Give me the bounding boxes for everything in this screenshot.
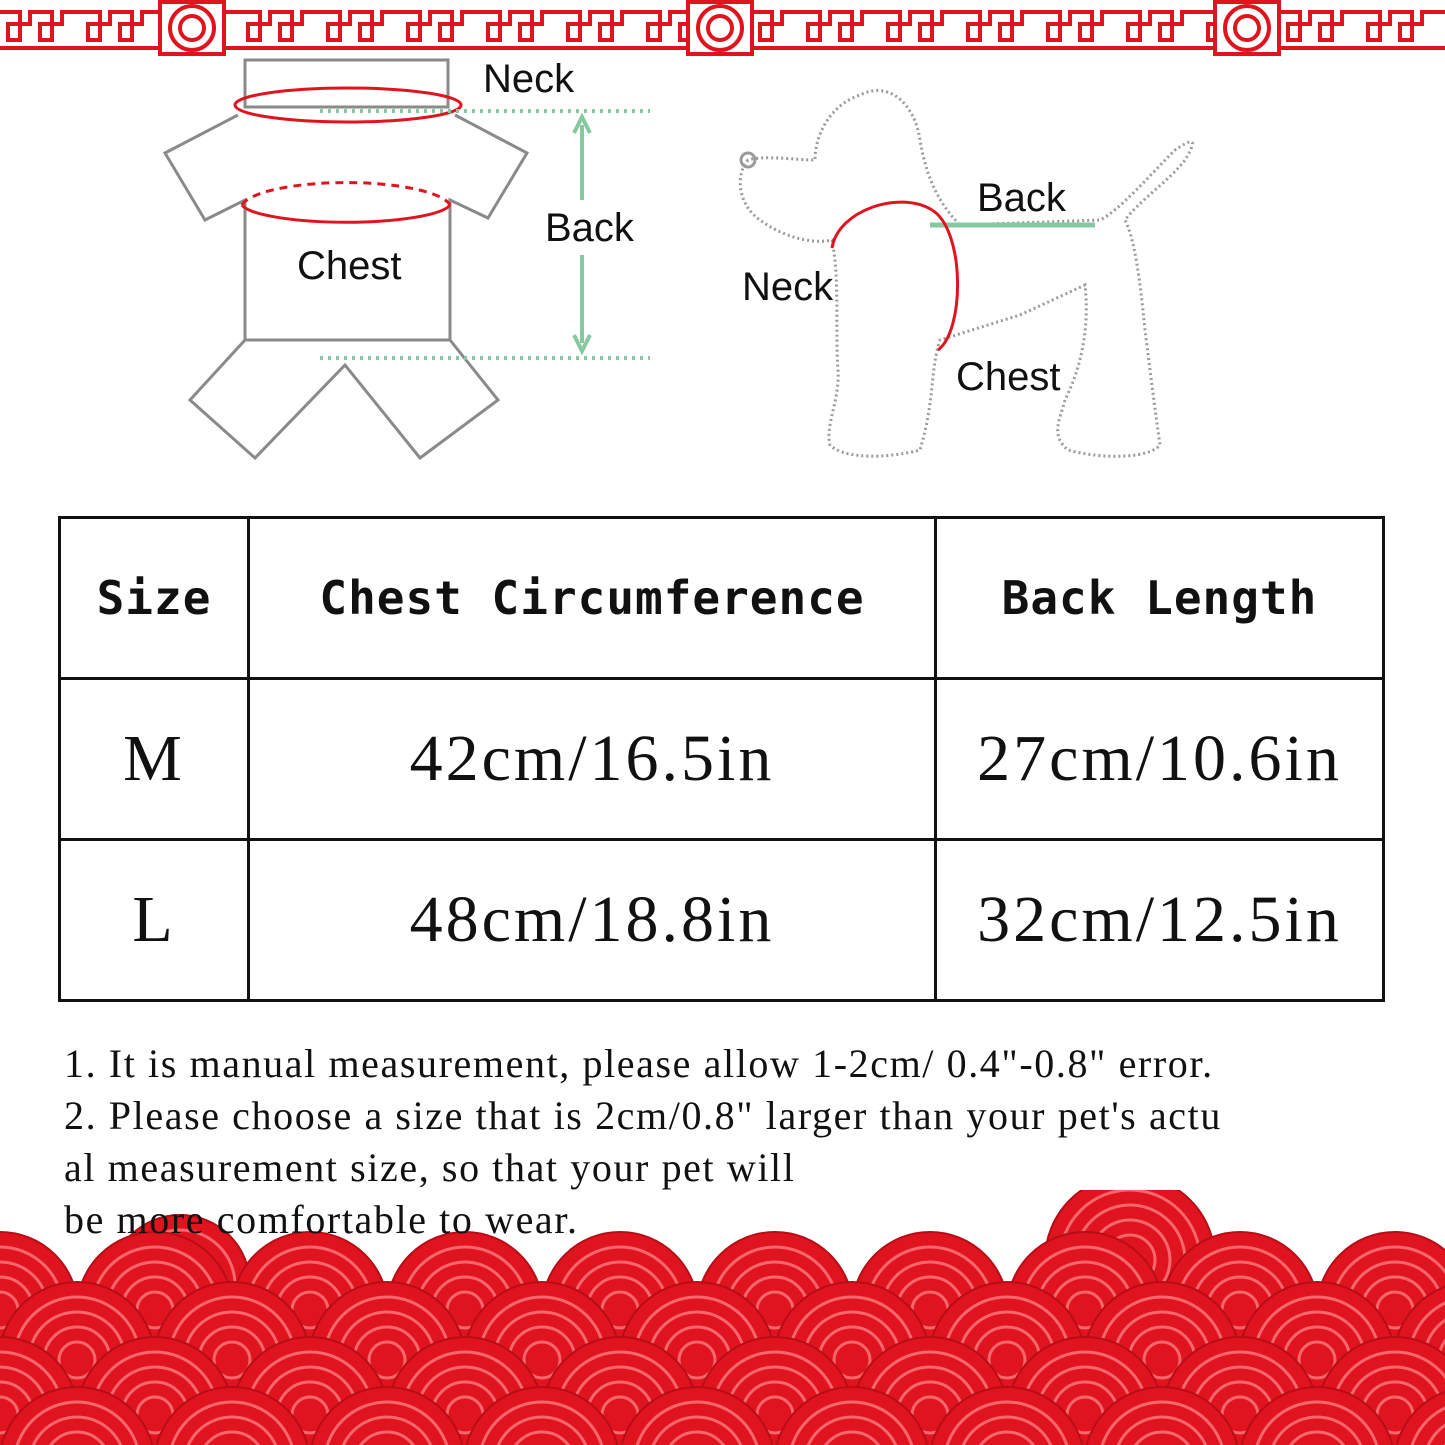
cell-size: L [60, 840, 249, 1001]
dog-chest-label: Chest [956, 355, 1061, 399]
note-line-1: 1. It is manual measurement, please allow 1-2cm/ 0.4"-0.8" error. [64, 1041, 1214, 1086]
measurement-notes [64, 1038, 1394, 1246]
cell-back: 27cm/10.6in [936, 679, 1384, 840]
note-line-3: al measurement size, so that your pet will [64, 1145, 796, 1190]
cell-chest: 42cm/16.5in [249, 679, 936, 840]
header-size: Size [60, 518, 249, 679]
garment-chest-label: Chest [297, 244, 402, 288]
note-line-2: 2. Please choose a size that is 2cm/0.8" larger than your pet's actu [64, 1093, 1222, 1138]
garment-outline [150, 55, 670, 475]
dog-diagram [720, 80, 1220, 480]
garment-back-label: Back [545, 206, 634, 250]
garment-diagram [150, 55, 670, 475]
cell-size: M [60, 679, 249, 840]
cell-chest: 48cm/18.8in [249, 840, 936, 1001]
lattice-border [0, 0, 1445, 60]
dog-back-label: Back [977, 176, 1066, 220]
table-row [60, 679, 1384, 840]
garment-neck-label: Neck [483, 57, 575, 101]
table-header-row [60, 518, 1384, 679]
dog-neck-label: Neck [742, 265, 834, 309]
cell-back: 32cm/12.5in [936, 840, 1384, 1001]
table-row [60, 840, 1384, 1001]
note-line-4: be more comfortable to wear. [64, 1197, 579, 1242]
header-back-length: Back Length [936, 518, 1384, 679]
size-chart-table [58, 516, 1385, 1002]
header-chest-circumference: Chest Circumference [249, 518, 936, 679]
